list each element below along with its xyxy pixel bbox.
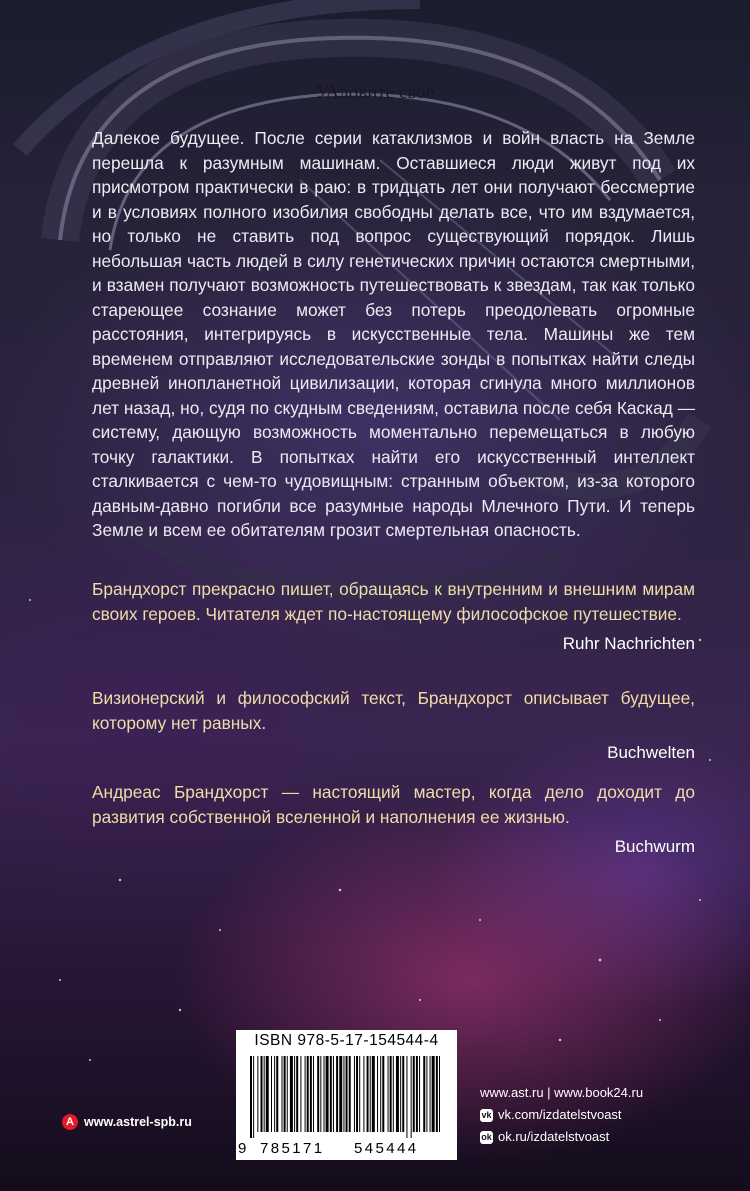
review-text: Брандхорст прекрасно пишет, обращаясь к внутренним и внешним мирам своих героев. Читателя ждет по-настоящему философское путешествие. <box>92 579 695 624</box>
barcode-digit-group: 785171 <box>260 1140 325 1157</box>
barcode-bar <box>406 1056 407 1138</box>
barcode-bar <box>250 1056 252 1138</box>
barcode-bar <box>282 1056 283 1132</box>
barcode-bar <box>356 1056 358 1132</box>
barcode-bar <box>430 1056 431 1132</box>
barcode-bar <box>326 1056 329 1132</box>
barcode-bar <box>363 1056 364 1132</box>
barcode-bar <box>313 1056 314 1132</box>
publisher-links <box>480 1082 643 1148</box>
barcode-bar <box>349 1056 351 1132</box>
odnoklassniki-icon: ok <box>481 1132 492 1142</box>
barcode-bar <box>400 1056 401 1132</box>
barcode-bar <box>413 1056 415 1132</box>
barcode-bar <box>402 1056 404 1132</box>
barcode-bar <box>370 1056 371 1132</box>
barcode-bar <box>300 1056 301 1132</box>
review-source: Buchwelten <box>607 743 695 762</box>
barcode-bar <box>257 1056 258 1132</box>
barcode-bar <box>426 1056 427 1132</box>
barcode-bar <box>294 1056 295 1132</box>
review <box>92 780 695 860</box>
barcode-bar <box>264 1056 265 1132</box>
isbn-barcode <box>236 1030 457 1160</box>
barcode-bars <box>250 1056 443 1138</box>
barcode-bar <box>390 1056 392 1132</box>
barcode-bar <box>354 1056 355 1132</box>
ok-link-text[interactable]: ok.ru/izdatelstvoast <box>498 1129 610 1144</box>
barcode-bar <box>411 1056 412 1138</box>
barcode-bar <box>261 1056 263 1132</box>
barcode-digit-first: 9 <box>238 1140 249 1157</box>
publisher-site <box>62 1114 192 1130</box>
top-partial-text: УАловите свое <box>315 82 435 103</box>
barcode-bar <box>253 1056 254 1138</box>
barcode-bar <box>307 1056 309 1132</box>
publisher-url[interactable]: www.astrel-spb.ru <box>84 1115 192 1129</box>
review-source: Ruhr Nachrichten <box>562 634 695 653</box>
blurb-paragraph: Далекое будущее. После серии катаклизмов и войн власть на Земле перешла к разумным машинам. Оставшиеся люди живут под их присмотром практически в раю: в тридцать лет они получают бессмертие и в условиях полного изобилия свободны делать все, что им вздумается, но только не ставить под вопрос существующий порядок. Лишь небольшая часть людей в силу генетических причин остаются смертными, и взамен получают возможность путешествовать к звездам, так как только стареющее сознание может без потерь преодолевать огромные расстояния, интегрируясь в искусственные тела. Машины же тем временем отправляют исследовательские зонды в попытках найти следы древней инопланетной цивилизации, которая сгинула много миллионов лет назад, но, судя по скудным сведениям, оставила после себя Каскад — систему, дающую возможность моментально перемещаться в любую точку галактики. В попытках найти его искусственный интеллект сталкивается с чем-то чудовищным: странным объектом, из-за которого давным-давно погибли все разумные народы Млечного Пути. И теперь Земле и всем ее обитателям грозит смертельная опасность. <box>92 128 695 540</box>
barcode-bar <box>432 1056 435 1132</box>
barcode-bar <box>305 1056 306 1132</box>
barcode-bar <box>382 1056 384 1132</box>
review-text: Визионерский и философский текст, Брандхорст описывает будущее, которому нет равных. <box>92 688 695 733</box>
web-links <box>480 1082 643 1104</box>
barcode-bar <box>380 1056 381 1132</box>
review-source: Buchwurm <box>614 837 695 856</box>
barcode-bar <box>271 1056 272 1132</box>
blurb <box>92 126 695 543</box>
barcode-bar <box>367 1056 369 1132</box>
barcode-bar <box>276 1056 278 1132</box>
barcode-bar <box>317 1056 319 1132</box>
barcode-bar <box>290 1056 293 1132</box>
barcode-bar <box>310 1056 312 1132</box>
barcode-bar <box>284 1056 286 1132</box>
barcode-bar <box>339 1056 342 1132</box>
barcode-bar <box>388 1056 389 1132</box>
barcode-bar <box>330 1056 332 1132</box>
barcode-bar <box>266 1056 269 1132</box>
barcode-bar <box>287 1056 288 1132</box>
barcode-bar <box>343 1056 344 1132</box>
barcode-bar <box>346 1056 348 1132</box>
barcode-bar <box>296 1056 298 1132</box>
barcode-bar <box>393 1056 394 1132</box>
barcode-digit-group: 545444 <box>354 1140 419 1157</box>
barcode-bar <box>324 1056 325 1132</box>
barcode-bar <box>439 1056 440 1132</box>
ok-link[interactable] <box>480 1126 643 1148</box>
review <box>92 577 695 657</box>
review-text: Андреас Брандхорст — настоящий мастер, когда дело доходит до развития собственной вселенной и наполнения ее жизнью. <box>92 782 695 827</box>
vk-link-text[interactable]: vk.com/izdatelstvoast <box>498 1107 622 1122</box>
barcode-bar <box>320 1056 321 1132</box>
barcode-bar <box>436 1056 438 1132</box>
web-links-text[interactable]: www.ast.ru | www.book24.ru <box>480 1085 644 1100</box>
vk-icon: vk <box>481 1110 492 1120</box>
barcode-bar <box>274 1056 275 1132</box>
barcode-bar <box>396 1056 399 1132</box>
review <box>92 686 695 766</box>
isbn-number: ISBN 978-5-17-154544-4 <box>254 1032 439 1049</box>
vk-link[interactable] <box>480 1104 643 1126</box>
barcode-bar <box>372 1056 375 1132</box>
barcode-bar <box>333 1056 334 1132</box>
astrel-logo-icon: A <box>62 1114 78 1130</box>
barcode-bar <box>419 1056 420 1132</box>
barcode-bar <box>416 1056 418 1132</box>
barcode-bar <box>359 1056 360 1132</box>
barcode-bar <box>336 1056 338 1132</box>
barcode-bar <box>423 1056 425 1132</box>
barcode-bar <box>377 1056 378 1132</box>
